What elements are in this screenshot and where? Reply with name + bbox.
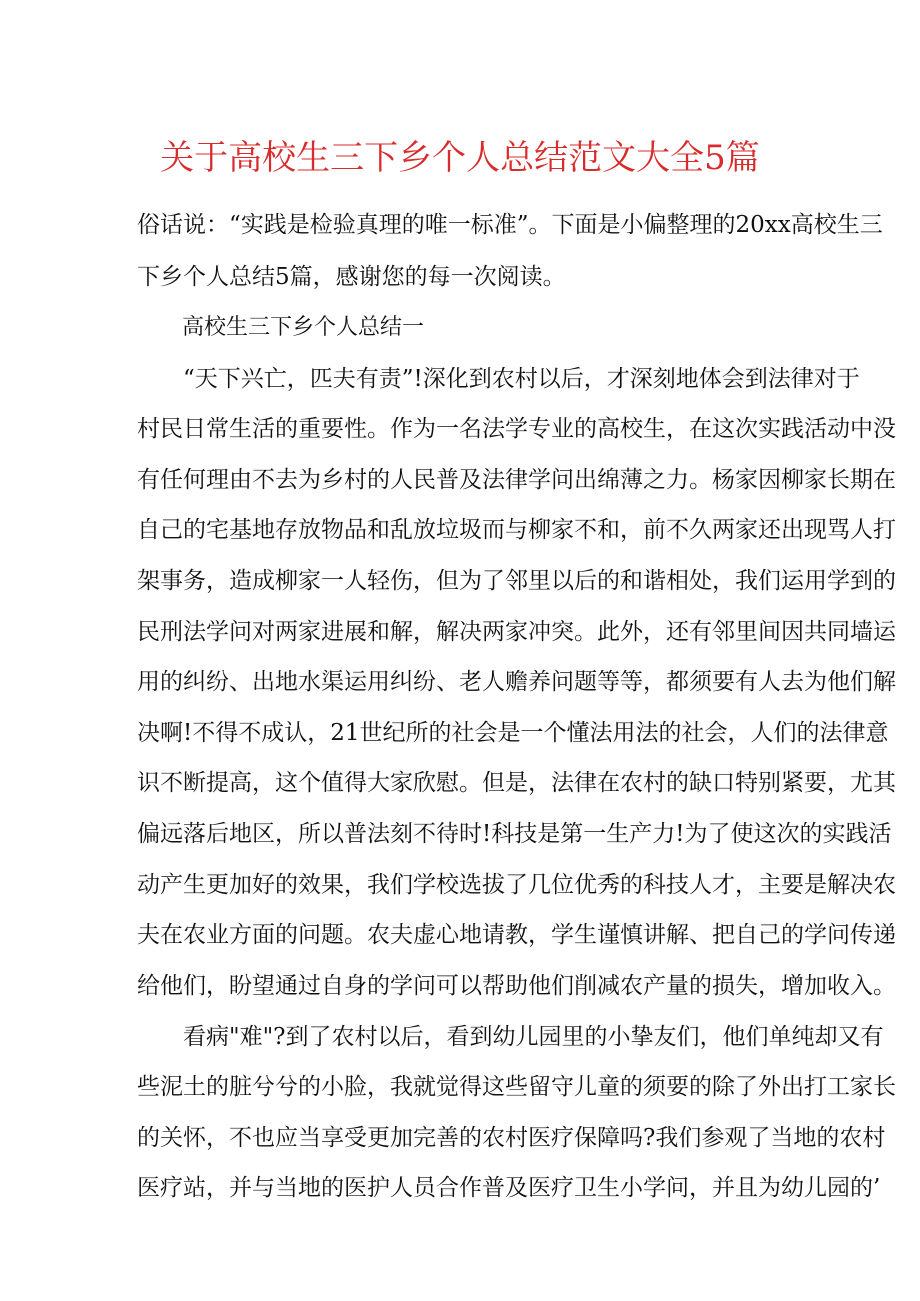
paragraph-line: 有任何理由不去为乡村的人民普及法律学问出绵薄之力。杨家因柳家长期在 <box>137 467 896 493</box>
paragraph-line: 民刑法学问对两家进展和解，解决两家冲突。此外，还有邻里间因共同墙运 <box>137 619 896 645</box>
paragraph-line: 村民日常生活的重要性。作为一名法学专业的高校生，在这次实践活动中没 <box>137 416 896 442</box>
document-title: 关于高校生三下乡个人总结范文大全5篇 <box>160 138 760 178</box>
intro-line: 下乡个人总结5篇，感谢您的每一次阅读。 <box>137 264 566 290</box>
paragraph-line: 识不断提高，这个值得大家欣慰。但是，法律在农村的缺口特别紧要，尤其 <box>137 770 896 796</box>
paragraph-line: 的关怀，不也应当享受更加完善的农村医疗保障吗?我们参观了当地的农村 <box>137 1125 886 1151</box>
paragraph-line: 给他们，盼望通过自身的学问可以帮助他们削减农产量的损失，增加收入。 <box>137 973 896 999</box>
paragraph-line: 些泥土的脏兮兮的小脸，我就觉得这些留守儿童的须要的除了外出打工家长 <box>137 1074 896 1100</box>
paragraph-line: 偏远落后地区，所以普法刻不待时!科技是第一生产力!为了使这次的实践活 <box>137 821 892 847</box>
paragraph-line: 动产生更加好的效果，我们学校选拔了几位优秀的科技人才，主要是解决农 <box>137 872 896 898</box>
paragraph-line: 医疗站，并与当地的医护人员合作普及医疗卫生小学问，并且为幼儿园的’ <box>137 1175 881 1201</box>
paragraph-line: 看病"难"?到了农村以后，看到幼儿园里的小挚友们，他们单纯却又有 <box>183 1024 884 1050</box>
paragraph-line: 自己的宅基地存放物品和乱放垃圾而与柳家不和，前不久两家还出现骂人打 <box>137 517 896 543</box>
paragraph-line: 架事务，造成柳家一人轻伤，但为了邻里以后的和谐相处，我们运用学到的 <box>137 568 896 594</box>
section-heading: 高校生三下乡个人总结一 <box>182 315 425 340</box>
paragraph-line: 用的纠纷、出地水渠运用纠纷、老人赡养问题等等，都须要有人去为他们解 <box>137 669 896 695</box>
paragraph-line: 决啊!不得不成认，21世纪所的社会是一个懂法用法的社会，人们的法律意 <box>137 720 889 746</box>
intro-line: 俗话说：“实践是检验真理的唯一标准”。下面是小偏整理的20xx高校生三 <box>137 212 883 238</box>
paragraph-line: 夫在农业方面的问题。农夫虚心地请教，学生谨慎讲解、把自己的学问传递 <box>137 922 896 948</box>
paragraph-line: “天下兴亡，匹夫有责”!深化到农村以后，才深刻地体会到法律对于 <box>183 366 860 392</box>
